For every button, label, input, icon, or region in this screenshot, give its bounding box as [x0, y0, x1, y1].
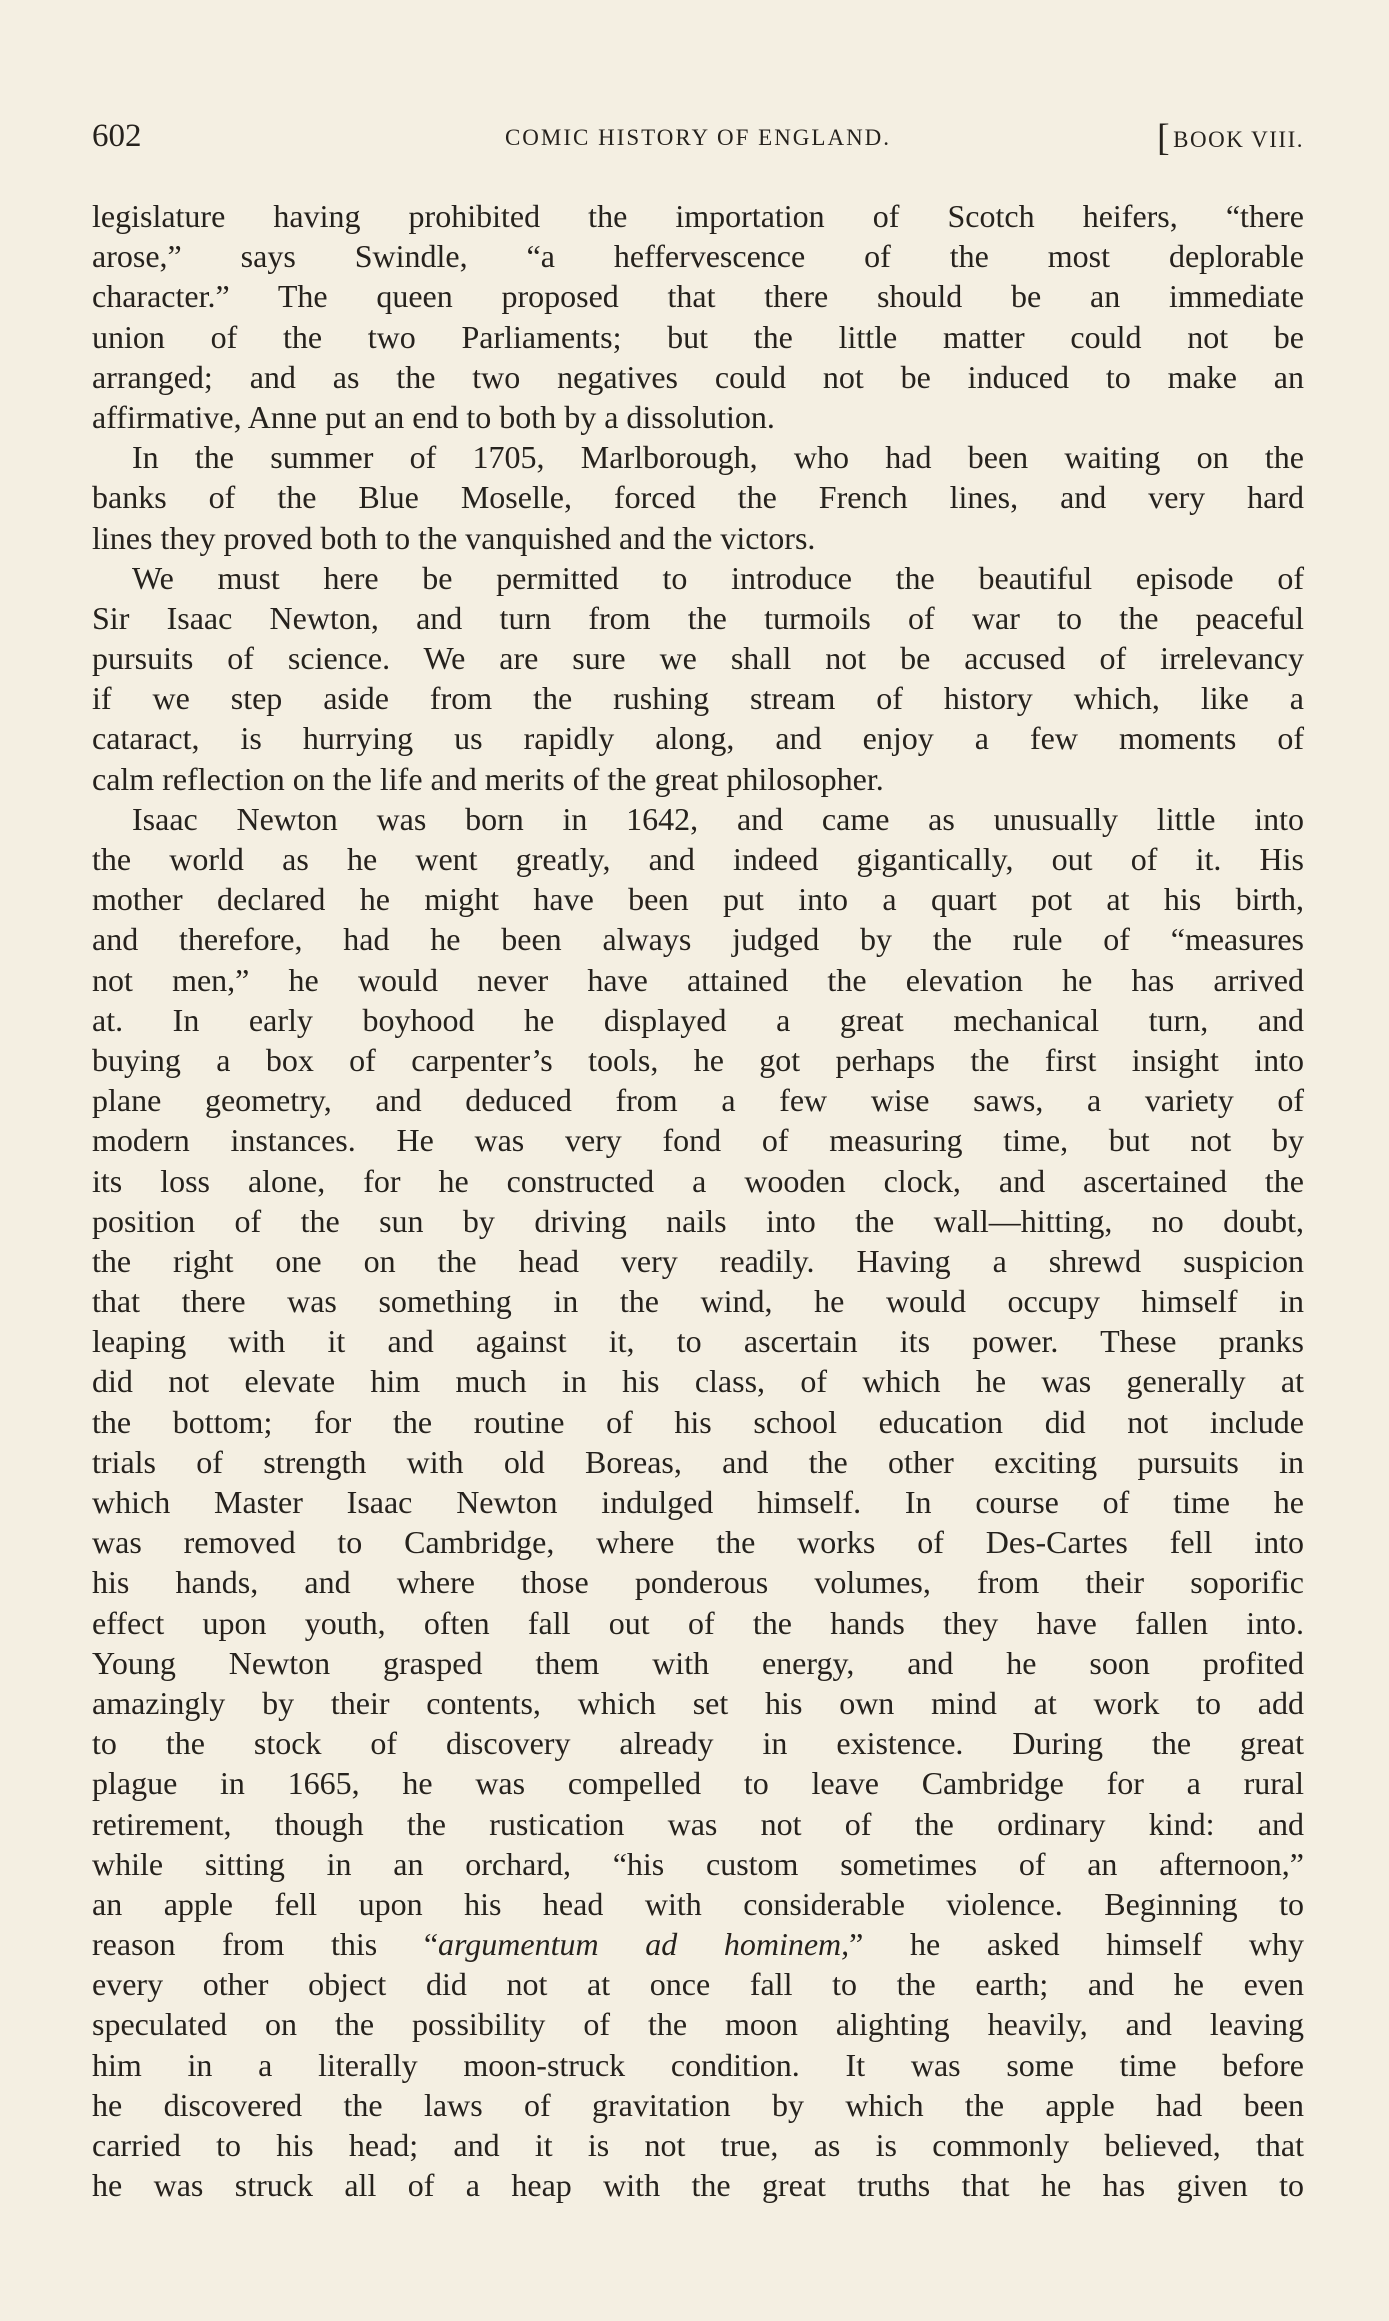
text-line: at. In early boyhood he displayed a great mechanical turn, and	[92, 1001, 1304, 1038]
text-line: character.” The queen proposed that there should be an immediate	[92, 278, 1304, 315]
text-line: Young Newton grasped them with energy, and he soon profited	[92, 1644, 1304, 1681]
italic-phrase: argumentum ad hominem,	[438, 1926, 850, 1963]
text-line: calm reflection on the life and merits of the great philosopher.	[92, 760, 884, 797]
text-line: speculated on the possibility of the moon alighting heavily, and leaving	[92, 2006, 1304, 2043]
body-text	[92, 196, 1304, 2205]
book-bracket: [	[1157, 117, 1172, 159]
text-line: union of the two Parliaments; but the little matter could not be	[92, 318, 1304, 355]
text-line: that there was something in the wind, he would occupy himself in	[92, 1283, 1304, 1320]
text-line: effect upon youth, often fall out of the hands they have fallen into.	[92, 1604, 1304, 1641]
text-line: his hands, and where those ponderous volumes, from their soporific	[92, 1564, 1304, 1601]
text-line: to the stock of discovery already in existence. During the great	[92, 1725, 1304, 1762]
text-line	[92, 1924, 1304, 1964]
text-line: every other object did not at once fall to the earth; and he even	[92, 1966, 1304, 2003]
text-line: We must here be permitted to introduce the beautiful episode of	[132, 559, 1304, 596]
text-line: mother declared he might have been put into a quart pot at his birth,	[92, 881, 1304, 918]
text-line: plane geometry, and deduced from a few wise saws, a variety of	[92, 1082, 1304, 1119]
text-line: the world as he went greatly, and indeed gigantically, out of it. His	[92, 841, 1304, 877]
text-line: banks of the Blue Moselle, forced the French lines, and very hard	[92, 479, 1304, 516]
text-line: modern instances. He was very fond of measuring time, but not by	[92, 1122, 1304, 1159]
text-line: In the summer of 1705, Marlborough, who had been waiting on the	[132, 439, 1304, 476]
text-line: position of the sun by driving nails into the wall—hitting, no doubt,	[92, 1202, 1304, 1239]
page-number: 602	[92, 118, 142, 154]
text-line: if we step aside from the rushing stream of history which, like a	[92, 680, 1304, 717]
running-head	[92, 114, 1304, 158]
text-line: the bottom; for the routine of his school education did not include	[92, 1403, 1304, 1440]
text-line: Sir Isaac Newton, and turn from the turmoils of war to the peaceful	[92, 599, 1304, 636]
text-segment: reason from this “	[92, 1926, 439, 1963]
text-line: which Master Isaac Newton indulged himself. In course of time he	[92, 1484, 1304, 1520]
text-line: he was struck all of a heap with the great truths that he has given to	[92, 2167, 1304, 2204]
text-line: pursuits of science. We are sure we shall not be accused of irrelevancy	[92, 640, 1304, 677]
text-line: amazingly by their contents, which set his own mind at work to add	[92, 1684, 1304, 1721]
text-line: its loss alone, for he constructed a wooden clock, and ascertained the	[92, 1162, 1304, 1199]
text-line: buying a box of carpenter’s tools, he got perhaps the first insight into	[92, 1041, 1304, 1078]
running-title: COMIC HISTORY OF ENGLAND.	[504, 125, 892, 150]
text-line: affirmative, Anne put an end to both by a dissolution.	[92, 398, 775, 435]
text-line: leaping with it and against it, to ascertain its power. These pranks	[92, 1323, 1304, 1360]
text-line: was removed to Cambridge, where the works of Des-Cartes fell into	[92, 1524, 1304, 1561]
text-line: Isaac Newton was born in 1642, and came as unusually little into	[132, 800, 1304, 837]
text-line: not men,” he would never have attained the elevation he has arrived	[92, 961, 1304, 998]
text-line: him in a literally moon-struck condition. It was some time before	[92, 2046, 1304, 2083]
book-label-text: BOOK VIII.	[1173, 127, 1304, 152]
text-line: legislature having prohibited the importation of Scotch heifers, “there	[92, 198, 1304, 234]
text-line: and therefore, had he been always judged by the rule of “measures	[92, 921, 1304, 958]
text-line: he discovered the laws of gravitation by which the apple had been	[92, 2086, 1304, 2123]
book-label	[1157, 116, 1304, 162]
text-line: did not elevate him much in his class, of which he was generally at	[92, 1363, 1304, 1400]
text-line: lines they proved both to the vanquished and the victors.	[92, 519, 816, 556]
text-line: arose,” says Swindle, “a heffervescence of the most deplorable	[92, 238, 1304, 275]
text-line: while sitting in an orchard, “his custom sometimes of an afternoon,”	[92, 1845, 1304, 1882]
text-line: plague in 1665, he was compelled to leave Cambridge for a rural	[92, 1765, 1304, 1802]
text-line: carried to his head; and it is not true, as is commonly believed, that	[92, 2127, 1304, 2163]
text-line: retirement, though the rustication was not of the ordinary kind: and	[92, 1805, 1304, 1842]
text-line: the right one on the head very readily. Having a shrewd suspicion	[92, 1242, 1304, 1279]
text-line: cataract, is hurrying us rapidly along, and enjoy a few moments of	[92, 720, 1304, 757]
text-segment: ” he asked himself why	[849, 1926, 1305, 1963]
text-line: arranged; and as the two negatives could not be induced to make an	[92, 358, 1304, 395]
text-line: trials of strength with old Boreas, and the other exciting pursuits in	[92, 1443, 1304, 1480]
text-line: an apple fell upon his head with considerable violence. Beginning to	[92, 1885, 1304, 1922]
